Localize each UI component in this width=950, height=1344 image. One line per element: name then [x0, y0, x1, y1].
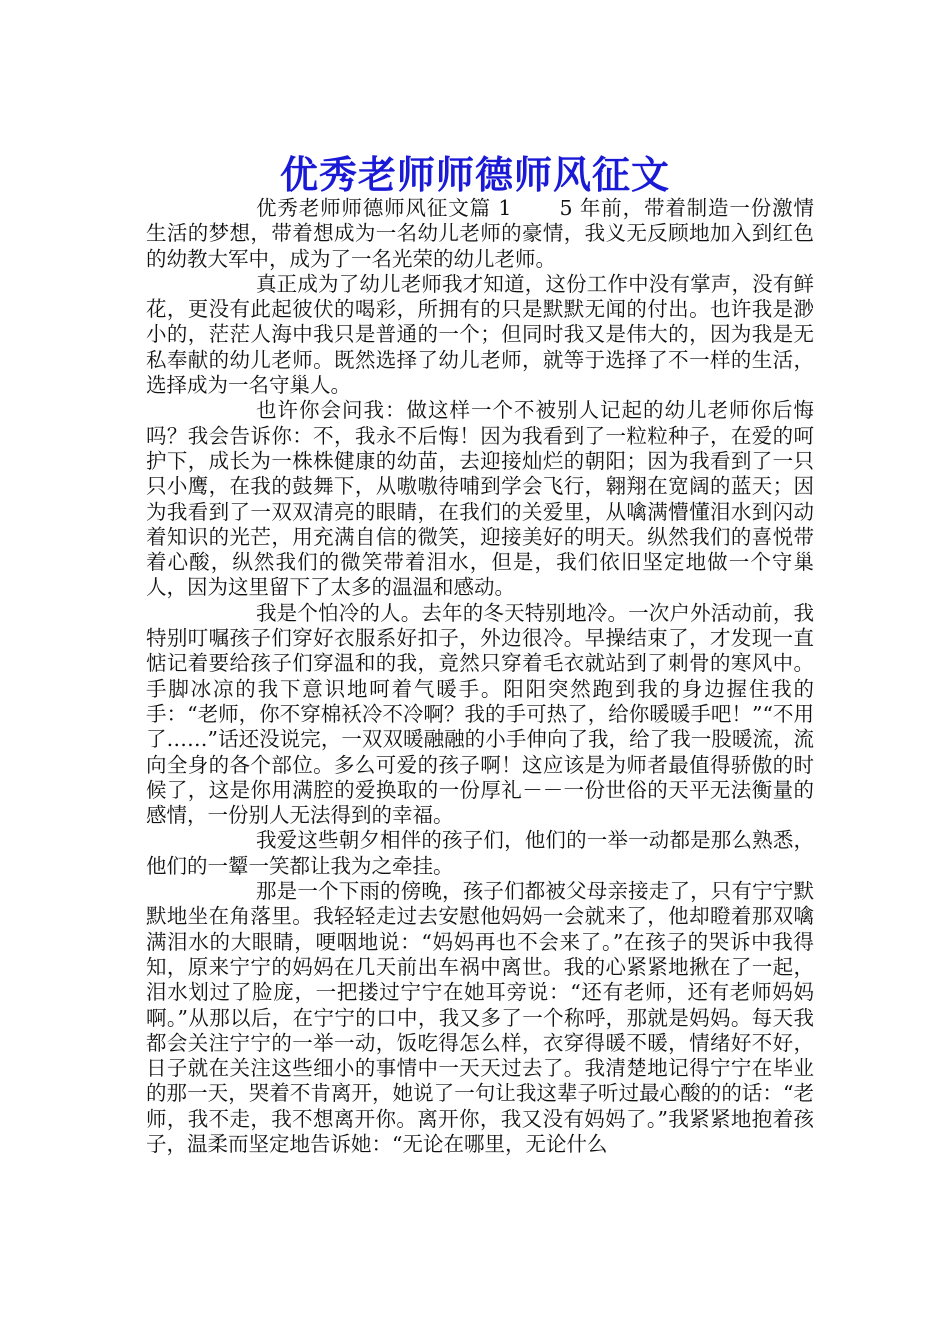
paragraph: 真正成为了幼儿老师我才知道，这份工作中没有掌声，没有鲜花，更没有此起彼伏的喝彩，所拥有的只是默默无闻的付出。也许我是渺小的，茫茫人海中我只是普通的一个；但同时我又是伟大的，因为我是无私奉献的幼儿老师。既然选择了幼儿老师，就等于选择了不一样的生活，选择成为一名守巢人。: [146, 271, 814, 398]
paragraph: 也许你会问我：做这样一个不被别人记起的幼儿老师你后悔吗？我会告诉你：不，我永不后悔！因为我看到了一粒粒种子，在爱的呵护下，成长为一株株健康的幼苗，去迎接灿烂的朝阳；因为我看到了一只只小鹰，在我的鼓舞下，从嗷嗷待哺到学会飞行，翱翔在宽阔的蓝天；因为我看到了一双双清亮的眼睛，在我们的关爱里，从噙满懵懂泪水到闪动着知识的光芒，用充满自信的微笑，迎接美好的明天。纵然我们的喜悦带着心酸，纵然我们的微笑带着泪水，但是，我们依旧坚定地做一个守巢人，因为这里留下了太多的温温和感动。: [146, 398, 814, 600]
paragraph: 那是一个下雨的傍晚，孩子们都被父母亲接走了，只有宁宁默默地坐在角落里。我轻轻走过去安慰他妈妈一会就来了，他却瞪着那双噙满泪水的大眼睛，哽咽地说：“妈妈再也不会来了。”在孩子的哭诉中我得知，原来宁宁的妈妈在几天前出车祸中离世。我的心紧紧地揪在了一起，泪水划过了脸庞，一把搂过宁宁在她耳旁说：“还有老师，还有老师妈妈啊。”从那以后，在宁宁的口中，我又多了一个称呼，那就是妈妈。每天我都会关注宁宁的一举一动，饭吃得怎么样，衣穿得暖不暖，情绪好不好，日子就在关注这些细小的事情中一天天过去了。我清楚地记得宁宁在毕业的那一天，哭着不肯离开，她说了一句让我这辈子听过最心酸的的话：“老师，我不走，我不想离开你。离开你，我又没有妈妈了。”我紧紧地抱着孩子，温柔而坚定地告诉她：“无论在哪里，无论什么: [146, 879, 814, 1156]
intro-lead: 优秀老师师德师风征文篇 1: [256, 196, 512, 220]
document-title: 优秀老师师德师风征文: [279, 152, 670, 198]
paragraph: 我是个怕冷的人。去年的冬天特别地冷。一次户外活动前，我特别叮嘱孩子们穿好衣服系好扣子，外边很冷。早操结束了，才发现一直惦记着要给孩子们穿温和的我，竟然只穿着毛衣就站到了刺骨的寒风中。手脚冰凉的我下意识地呵着气暖手。阳阳突然跑到我的身边握住我的手：“老师，你不穿棉袄冷不冷啊？我的手可热了，给你暖暖手吧！”“不用了……”话还没说完，一双双暖融融的小手伸向了我，给了我一股暖流，流向全身的各个部位。多么可爱的孩子啊！这应该是为师者最值得骄傲的时候了，这是你用满腔的爱换取的一份厚礼－－一份世俗的天平无法衡量的感情，一份别人无法得到的幸福。: [146, 600, 814, 828]
document-body: [146, 196, 814, 1157]
paragraph: 我爱这些朝夕相伴的孩子们，他们的一举一动都是那么熟悉，他们的一颦一笑都让我为之牵挂。: [146, 828, 814, 878]
intro-text: 5 年前，带着制造一份激情生活的梦想，带着想成为一名幼儿老师的豪情，我义无反顾地加入到红色的幼教大军中，成为了一名光荣的幼儿老师。: [146, 196, 815, 271]
intro-paragraph: [146, 196, 814, 272]
